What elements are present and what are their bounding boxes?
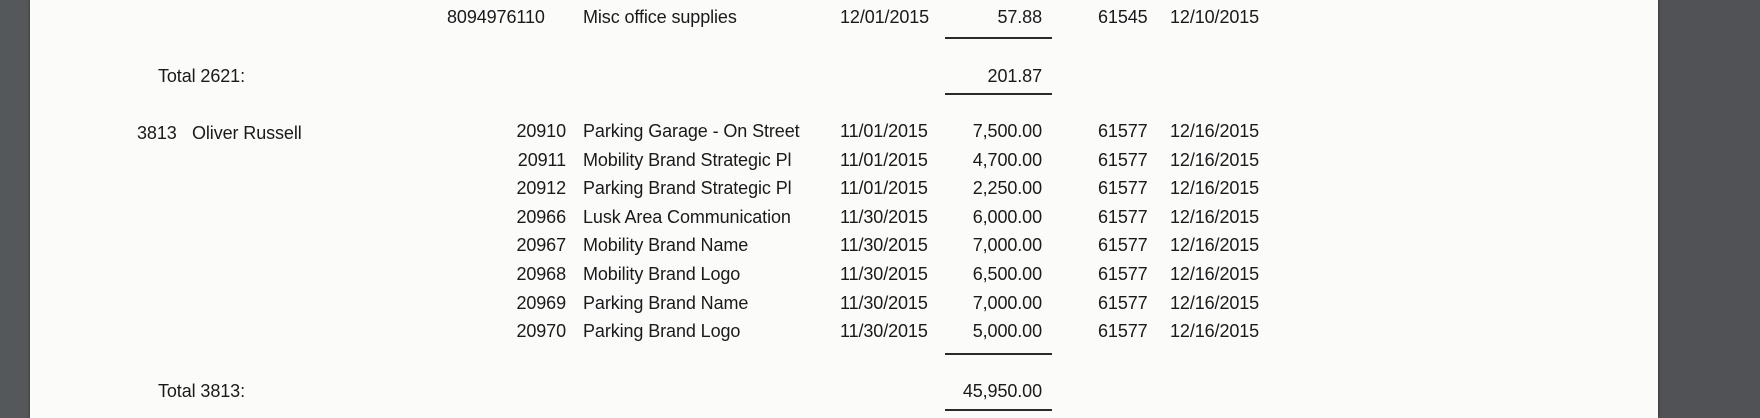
- invoice-number: 20912: [516, 178, 566, 198]
- invoice-description: Mobility Brand Logo: [583, 264, 741, 284]
- invoice-amount: 5,000.00: [972, 321, 1042, 341]
- invoice-number: 20968: [516, 264, 566, 284]
- invoice-description: Mobility Brand Strategic Pl: [583, 150, 792, 170]
- invoice-date: 11/01/2015: [840, 121, 928, 141]
- check-date: 12/16/2015: [1170, 293, 1260, 313]
- check-number: 61577: [1098, 264, 1148, 284]
- invoice-description: Misc office supplies: [583, 7, 737, 27]
- invoice-description: Mobility Brand Name: [583, 235, 749, 255]
- subtotal-rule: [945, 37, 1052, 39]
- invoice-description: Parking Brand Logo: [583, 321, 741, 341]
- total-amount: 201.87: [987, 66, 1042, 86]
- check-date: 12/16/2015: [1170, 235, 1260, 255]
- invoice-amount: 6,500.00: [972, 264, 1042, 284]
- vendor-number: 3813: [137, 123, 177, 143]
- viewer-left-margin: [0, 0, 30, 418]
- invoice-date: 11/01/2015: [840, 150, 928, 170]
- check-date: 12/16/2015: [1170, 321, 1260, 341]
- invoice-description: Lusk Area Communication: [583, 207, 791, 227]
- invoice-date: 11/01/2015: [840, 178, 928, 198]
- total-amount: 45,950.00: [962, 381, 1042, 401]
- invoice-description: Parking Brand Name: [583, 293, 749, 313]
- invoice-amount: 2,250.00: [972, 178, 1042, 198]
- invoice-date: 12/01/2015: [840, 7, 930, 27]
- invoice-date: 11/30/2015: [840, 321, 928, 341]
- check-date: 12/16/2015: [1170, 178, 1260, 198]
- total-label: Total 3813:: [158, 381, 245, 401]
- invoice-number: 20970: [516, 321, 566, 341]
- total-label: Total 2621:: [158, 66, 245, 86]
- check-number: 61577: [1098, 121, 1148, 141]
- subtotal-rule: [945, 353, 1052, 355]
- total-rule: [945, 93, 1052, 95]
- check-number: 61577: [1098, 178, 1148, 198]
- viewer-right-margin: [1658, 0, 1760, 418]
- document-page: [30, 0, 1658, 418]
- invoice-description: Parking Garage - On Street: [583, 121, 800, 141]
- check-number: 61545: [1098, 7, 1148, 27]
- check-number: 61577: [1098, 207, 1148, 227]
- invoice-date: 11/30/2015: [840, 293, 928, 313]
- vendor-name: Oliver Russell: [192, 123, 302, 143]
- invoice-number: 20969: [516, 293, 566, 313]
- invoice-amount: 7,000.00: [972, 293, 1042, 313]
- check-date: 12/10/2015: [1170, 7, 1260, 27]
- total-rule: [945, 409, 1052, 411]
- invoice-date: 11/30/2015: [840, 264, 928, 284]
- check-number: 61577: [1098, 321, 1148, 341]
- check-number: 61577: [1098, 293, 1148, 313]
- invoice-number: 20966: [516, 207, 566, 227]
- invoice-amount: 7,000.00: [972, 235, 1042, 255]
- invoice-number: 20911: [517, 150, 566, 170]
- invoice-number: 20910: [516, 121, 566, 141]
- check-date: 12/16/2015: [1170, 150, 1260, 170]
- invoice-number: 8094976110: [447, 7, 545, 27]
- invoice-amount: 6,000.00: [972, 207, 1042, 227]
- check-number: 61577: [1098, 235, 1148, 255]
- check-date: 12/16/2015: [1170, 121, 1260, 141]
- check-number: 61577: [1098, 150, 1148, 170]
- invoice-date: 11/30/2015: [840, 207, 928, 227]
- invoice-amount: 7,500.00: [972, 121, 1042, 141]
- invoice-number: 20967: [516, 235, 566, 255]
- invoice-date: 11/30/2015: [840, 235, 928, 255]
- invoice-description: Parking Brand Strategic Pl: [583, 178, 792, 198]
- invoice-amount: 4,700.00: [972, 150, 1042, 170]
- check-date: 12/16/2015: [1170, 207, 1260, 227]
- invoice-amount: 57.88: [997, 7, 1042, 27]
- check-date: 12/16/2015: [1170, 264, 1260, 284]
